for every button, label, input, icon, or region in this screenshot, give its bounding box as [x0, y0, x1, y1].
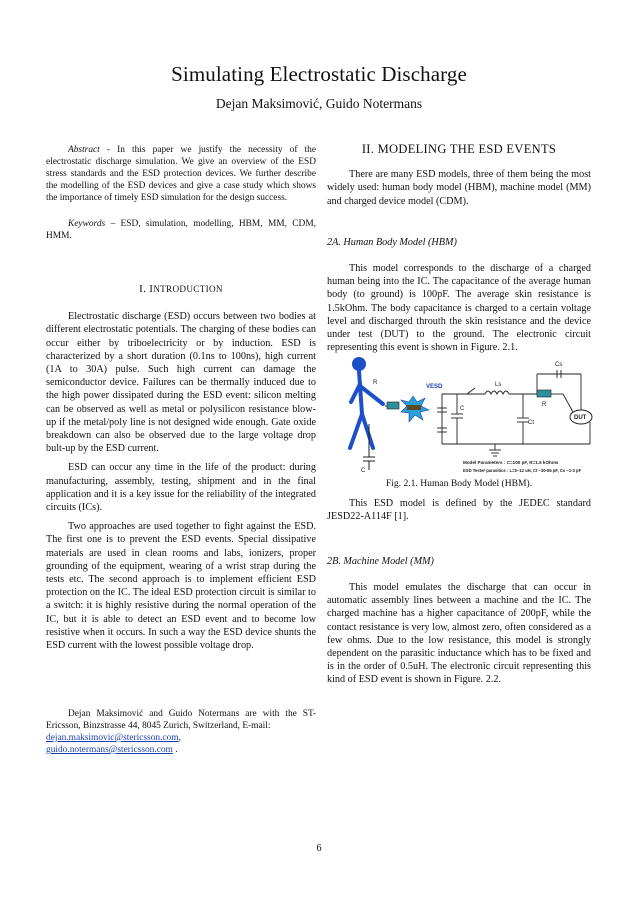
label-r-left: R [373, 380, 378, 386]
mm-heading: 2B. Machine Model (MM) [327, 556, 434, 567]
resistor-r-icon [537, 390, 551, 397]
intro-paragraph-2: ESD can occur any time in the life of the product: during manufacturing, assembly, testing, shipment and in the final application and it is a key issue for the reliability of the integrated circuits (ICs). [46, 462, 316, 514]
label-vesd: VESD [426, 384, 443, 390]
hbm-circuit-figure [345, 352, 595, 476]
section-2-paragraph: There are many ESD models, three of them being the most widely used: human body model (HBM), machine model (MM) and charged device model (CDM). [327, 169, 591, 207]
model-params-line-1: Model Parameters : C=100 pF, R=1.5 kOhms [463, 460, 559, 465]
affiliation-text: Dejan Maksimović and Guido Notermans are with the ST-Ericsson, Binzstrasse 44, 8045 Zurich, Switzerland, E-mail: [46, 709, 316, 731]
label-dut: DUT [574, 415, 587, 421]
spark-icon [401, 396, 429, 422]
email-link-2[interactable]: guido.notermans@stericsson.com [46, 745, 173, 755]
esd-tester-circuit [437, 370, 590, 456]
label-c: C [460, 406, 465, 412]
hbm-paragraph-2: This ESD model is defined by the JEDEC standard JESD22-A114F [1]. [327, 498, 591, 523]
intro-section [46, 283, 316, 652]
abstract [46, 144, 316, 204]
label-cs: Cs [555, 362, 563, 368]
label-ct: Ct [528, 420, 534, 426]
section-2 [327, 143, 591, 208]
model-params-line-2: ESD Tester parasitics : L=5~12 uH, Ct ~30-55 pF, Cs ~1-3 pF [463, 468, 582, 473]
label-c-left: C [361, 468, 366, 474]
affiliation-footnote: Dejan Maksimović and Guido Notermans are with the ST-Ericsson, Binzstrasse 44, 8045 Zurich, Switzerland, E-mail: dejan.maksimovic@stericsson.com, guido.notermans@stericsson.com . [46, 709, 316, 755]
page-number: 6 [316, 843, 322, 854]
hbm-circuit-diagram [345, 352, 595, 476]
resistor-icon [387, 402, 399, 409]
abstract-text: - In this paper we justify the necessity of the electrostatic discharge simulation. We give an overview of the ESD stress standards and the ESD protection devices. We further describe the modelling of the ESD devices and give a case study which shows the importance of timely ESD simulation for the design success. [46, 145, 316, 203]
figure-caption: Fig. 2.1. Human Body Model (HBM). [385, 478, 533, 489]
stick-figure-icon [350, 357, 383, 448]
intro-paragraph-1: Electrostatic discharge (ESD) occurs between two bodies at different electrostatic potentials. The charging of these bodies can occur either by triboelectricity or by induction. ESD is characterized by a short duration (0.1ns to 100ns), high current (1A to 30A) pulse. Such high current can damage the semiconductor device. Failures can be thermally induced due to the high power dissipated during the ESD event: silicon melting can be observed as well as metal or polysilicon resistance blow-up if the metal/poly line is not designed wide enough. Gate oxide breakdown can also be observed due to the large voltage drop bult-up by the ESD current. [46, 311, 316, 455]
keywords [46, 218, 316, 242]
intro-paragraph-3: Two approaches are used together to fight against the ESD. The first one is to prevent the ESD events. Special dissipative materials are used in clean rooms and labs, ionizers, proper grounding of the equipment, wearing of a wrist strap during the tests etc. The second approach is to implement efficient ESD protection on the IC. The ideal ESD protection circuit is similar to a switch: it is highly resistive during the normal operation of the IC, but it is able to detect an ESD event and to become low resistive when it occurs. In such a way the ESD device shunts the ESD current with the lowest possible voltage drop. [46, 521, 316, 652]
hbm-paragraph-1: This model corresponds to the discharge of a charged human being into the IC. The capacitance of the average human body (to ground) is 100pF. The average skin resistance is 1.5kOhm. The body capacitance is charged to a certain voltage level and discharged throuth the skin resistance and the device under test (DUT) to the ground. The electronic circuit representing this event is shown in Figure. 2.1. [327, 263, 591, 354]
email-link-1[interactable]: dejan.maksimovic@stericsson.com [46, 733, 179, 743]
keywords-label: Keywords [68, 219, 106, 229]
mm-paragraph: This model emulates the discharge that can occur in automatic assembly lines between a machine and the IC. The charged machine has a higher capacitance of 200pF, while the contact resistance is very low, almost zero, often considered as a few ohms. Due to the low resistance, this model is strongly dependent on the parasitic inductance which has to be fixed and is in the order of 0.5uH. The electronic circuit representing this kind of ESD event is shown in Figure. 2.2. [327, 582, 591, 686]
abstract-label: Abstract [68, 145, 100, 155]
intro-heading: I. INTRODUCTION [139, 283, 223, 295]
paper-authors: Dejan Maksimović, Guido Notermans [215, 96, 423, 111]
section-2-heading: II. MODELING THE ESD EVENTS [361, 142, 557, 156]
label-r: R [542, 402, 547, 408]
keywords-text: – ESD, simulation, modelling, HBM, MM, CDM, HMM. [46, 219, 316, 241]
label-ls: Ls [495, 382, 502, 388]
paper-title: Simulating Electrostatic Discharge [171, 62, 467, 86]
hbm-heading: 2A. Human Body Model (HBM) [327, 237, 457, 248]
